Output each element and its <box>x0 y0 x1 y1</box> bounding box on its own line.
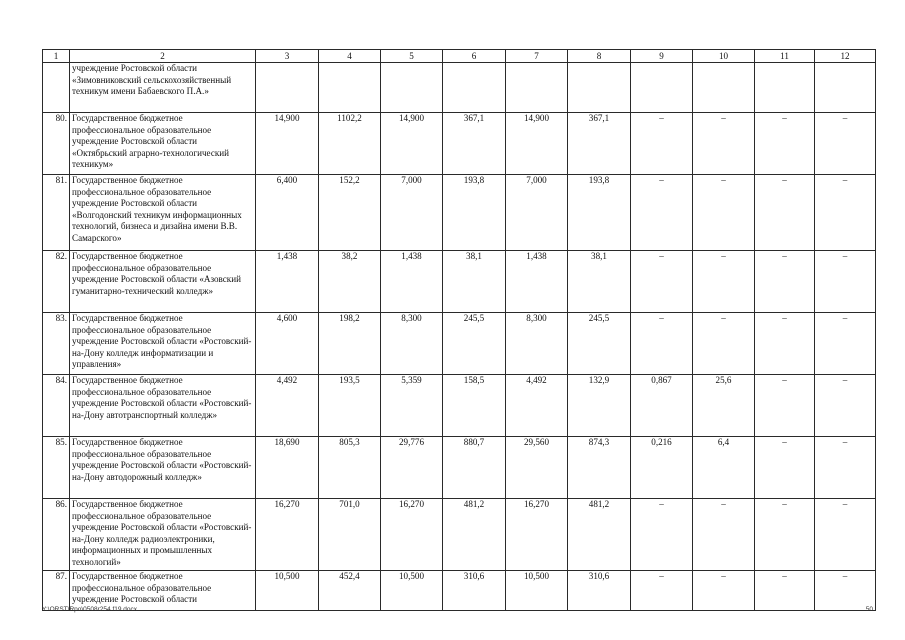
value-cell-c9: 0,216 <box>631 437 693 499</box>
value-cell-c9: – <box>631 175 693 251</box>
table-row <box>43 437 876 499</box>
value-cell-c6 <box>443 63 506 113</box>
value-cell-c8: 874,3 <box>568 437 631 499</box>
table-row <box>43 375 876 437</box>
value-cell-c4: 198,2 <box>319 313 381 375</box>
value-cell-c9: 0,867 <box>631 375 693 437</box>
value-cell-c3: 4,492 <box>256 375 319 437</box>
value-cell-c8: 193,8 <box>568 175 631 251</box>
value-cell-c9 <box>631 63 693 113</box>
table-row <box>43 251 876 313</box>
value-cell-c9: – <box>631 313 693 375</box>
value-cell-c4: 701,0 <box>319 499 381 571</box>
row-number: 83. <box>43 313 70 375</box>
value-cell-c3: 10,500 <box>256 571 319 611</box>
value-cell-c8: 245,5 <box>568 313 631 375</box>
row-number: 80. <box>43 113 70 175</box>
row-number: 82. <box>43 251 70 313</box>
value-cell-c5: 8,300 <box>381 313 443 375</box>
value-cell-c7: 29,560 <box>506 437 568 499</box>
value-cell-c5: 5,359 <box>381 375 443 437</box>
value-cell-c9: – <box>631 113 693 175</box>
value-cell-c11: – <box>755 313 815 375</box>
value-cell-c7: 7,000 <box>506 175 568 251</box>
row-number: 87. <box>43 571 70 611</box>
value-cell-c12: – <box>815 113 876 175</box>
column-header: 7 <box>506 50 568 63</box>
table-row <box>43 113 876 175</box>
value-cell-c7 <box>506 63 568 113</box>
institution-name: Государственное бюджетное профессиональное образовательное учреждение Ростовской области «Азовский гуманитарно-технический колледж» <box>70 251 256 313</box>
column-header: 2 <box>70 50 256 63</box>
value-cell-c10: 25,6 <box>693 375 755 437</box>
value-cell-c9: – <box>631 499 693 571</box>
value-cell-c3: 1,438 <box>256 251 319 313</box>
value-cell-c7: 10,500 <box>506 571 568 611</box>
value-cell-c11: – <box>755 251 815 313</box>
value-cell-c7: 1,438 <box>506 251 568 313</box>
value-cell-c6: 481,2 <box>443 499 506 571</box>
value-cell-c8: 132,9 <box>568 375 631 437</box>
value-cell-c10: 6,4 <box>693 437 755 499</box>
value-cell-c3: 18,690 <box>256 437 319 499</box>
row-number: 86. <box>43 499 70 571</box>
value-cell-c10: – <box>693 313 755 375</box>
value-cell-c6: 158,5 <box>443 375 506 437</box>
table-row <box>43 571 876 611</box>
value-cell-c10: – <box>693 113 755 175</box>
column-header: 5 <box>381 50 443 63</box>
value-cell-c10: – <box>693 175 755 251</box>
value-cell-c3: 14,900 <box>256 113 319 175</box>
value-cell-c11: – <box>755 571 815 611</box>
value-cell-c11: – <box>755 437 815 499</box>
value-cell-c10: – <box>693 251 755 313</box>
column-header: 11 <box>755 50 815 63</box>
value-cell-c9: – <box>631 251 693 313</box>
value-cell-c6: 38,1 <box>443 251 506 313</box>
document-path: Y:\ORST\Rpo\0508r254.f19.docx <box>42 606 138 613</box>
institution-name: Государственное бюджетное профессиональное образовательное учреждение Ростовской области «Ростовский-на-Дону автотранспортный колледж» <box>70 375 256 437</box>
column-header: 12 <box>815 50 876 63</box>
row-number: 81. <box>43 175 70 251</box>
value-cell-c6: 367,1 <box>443 113 506 175</box>
row-number: 84. <box>43 375 70 437</box>
value-cell-c12: – <box>815 437 876 499</box>
value-cell-c3: 6,400 <box>256 175 319 251</box>
value-cell-c12: – <box>815 571 876 611</box>
value-cell-c7: 14,900 <box>506 113 568 175</box>
institution-name: Государственное бюджетное профессиональное образовательное учреждение Ростовской области <box>70 571 256 611</box>
value-cell-c12: – <box>815 499 876 571</box>
column-header: 6 <box>443 50 506 63</box>
value-cell-c6: 880,7 <box>443 437 506 499</box>
column-header: 10 <box>693 50 755 63</box>
column-header: 4 <box>319 50 381 63</box>
value-cell-c5 <box>381 63 443 113</box>
value-cell-c4: 1102,2 <box>319 113 381 175</box>
row-number: 85. <box>43 437 70 499</box>
table-row <box>43 63 876 113</box>
value-cell-c10: – <box>693 571 755 611</box>
institution-name: Государственное бюджетное профессиональное образовательное учреждение Ростовской области «Ростовский-на-Дону колледж информатизации и управления» <box>70 313 256 375</box>
column-header: 9 <box>631 50 693 63</box>
column-header: 8 <box>568 50 631 63</box>
budget-table <box>42 49 876 611</box>
value-cell-c11: – <box>755 375 815 437</box>
institution-name: Государственное бюджетное профессиональное образовательное учреждение Ростовской области «Октябрьский аграрно-технологический техникум» <box>70 113 256 175</box>
value-cell-c3: 4,600 <box>256 313 319 375</box>
value-cell-c4: 152,2 <box>319 175 381 251</box>
table-row <box>43 313 876 375</box>
value-cell-c12 <box>815 63 876 113</box>
page-number: 50 <box>865 606 873 613</box>
value-cell-c4: 38,2 <box>319 251 381 313</box>
value-cell-c5: 16,270 <box>381 499 443 571</box>
value-cell-c5: 14,900 <box>381 113 443 175</box>
value-cell-c4: 805,3 <box>319 437 381 499</box>
table-row <box>43 499 876 571</box>
value-cell-c7: 8,300 <box>506 313 568 375</box>
value-cell-c6: 193,8 <box>443 175 506 251</box>
value-cell-c5: 29,776 <box>381 437 443 499</box>
institution-name: учреждение Ростовской области «Зимовниковский сельскохозяйственный техникум имени Бабаевского П.А.» <box>70 63 256 113</box>
value-cell-c6: 310,6 <box>443 571 506 611</box>
institution-name: Государственное бюджетное профессиональное образовательное учреждение Ростовской области «Ростовский-на-Дону автодорожный колледж» <box>70 437 256 499</box>
value-cell-c8: 367,1 <box>568 113 631 175</box>
value-cell-c11: – <box>755 113 815 175</box>
value-cell-c12: – <box>815 375 876 437</box>
value-cell-c8: 38,1 <box>568 251 631 313</box>
institution-name: Государственное бюджетное профессиональное образовательное учреждение Ростовской области «Волгодонский техникум информационных технологий, бизнеса и дизайна имени В.В. Самарского» <box>70 175 256 251</box>
value-cell-c4: 193,5 <box>319 375 381 437</box>
column-header: 3 <box>256 50 319 63</box>
value-cell-c8 <box>568 63 631 113</box>
value-cell-c4: 452,4 <box>319 571 381 611</box>
value-cell-c12: – <box>815 175 876 251</box>
value-cell-c3: 16,270 <box>256 499 319 571</box>
row-number <box>43 63 70 113</box>
institution-name: Государственное бюджетное профессиональное образовательное учреждение Ростовской области «Ростовский-на-Дону колледж радиоэлектроники, информационных и промышленных технологий» <box>70 499 256 571</box>
value-cell-c8: 310,6 <box>568 571 631 611</box>
value-cell-c11 <box>755 63 815 113</box>
table-row <box>43 175 876 251</box>
value-cell-c12: – <box>815 313 876 375</box>
column-header: 1 <box>43 50 70 63</box>
value-cell-c7: 16,270 <box>506 499 568 571</box>
value-cell-c10: – <box>693 499 755 571</box>
value-cell-c11: – <box>755 175 815 251</box>
value-cell-c3 <box>256 63 319 113</box>
value-cell-c5: 10,500 <box>381 571 443 611</box>
value-cell-c7: 4,492 <box>506 375 568 437</box>
value-cell-c10 <box>693 63 755 113</box>
value-cell-c9: – <box>631 571 693 611</box>
value-cell-c6: 245,5 <box>443 313 506 375</box>
value-cell-c4 <box>319 63 381 113</box>
value-cell-c11: – <box>755 499 815 571</box>
value-cell-c5: 1,438 <box>381 251 443 313</box>
table-header-row <box>43 50 876 63</box>
value-cell-c5: 7,000 <box>381 175 443 251</box>
value-cell-c12: – <box>815 251 876 313</box>
value-cell-c8: 481,2 <box>568 499 631 571</box>
